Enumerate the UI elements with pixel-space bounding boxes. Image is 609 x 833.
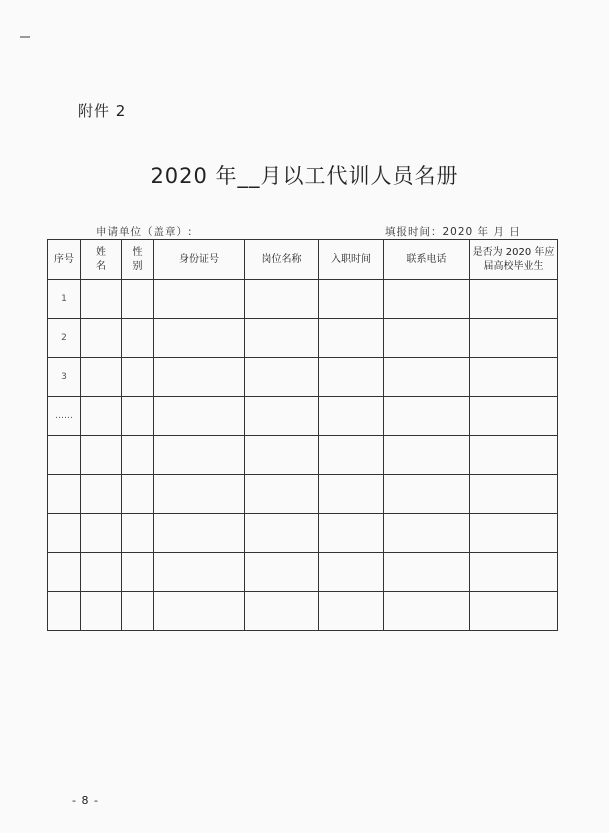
row-number-cell	[48, 475, 81, 514]
applicant-unit-label: 申请单位（盖章）:	[96, 226, 193, 238]
column-header-text: 是否为 2020 年应	[472, 246, 555, 258]
table-cell	[122, 319, 154, 358]
table-cell	[122, 514, 154, 553]
table-cell	[81, 319, 122, 358]
table-row	[48, 358, 558, 397]
table-body	[48, 280, 558, 631]
scan-mark	[20, 36, 30, 38]
row-number-cell: 1	[48, 280, 81, 319]
table-cell	[470, 280, 558, 319]
table-cell	[154, 280, 245, 319]
column-header-text: 身份证号	[179, 253, 219, 265]
row-number-cell	[48, 514, 81, 553]
fill-date-label: 填报时间：2020 年 月 日	[385, 226, 521, 238]
table-cell	[81, 592, 122, 631]
table-cell	[154, 358, 245, 397]
table-cell	[245, 280, 319, 319]
column-header	[384, 240, 470, 280]
table-cell	[245, 436, 319, 475]
table-row	[48, 436, 558, 475]
table-cell	[245, 358, 319, 397]
table-cell	[81, 280, 122, 319]
table-cell	[319, 319, 384, 358]
table-cell	[470, 553, 558, 592]
table-cell	[81, 397, 122, 436]
column-header	[48, 240, 81, 280]
row-number-cell: 3	[48, 358, 81, 397]
table-cell	[470, 592, 558, 631]
column-header	[245, 240, 319, 280]
table-row	[48, 514, 558, 553]
table-cell	[319, 436, 384, 475]
row-number-cell	[48, 553, 81, 592]
row-number-cell: 2	[48, 319, 81, 358]
table-cell	[470, 358, 558, 397]
table-cell	[384, 475, 470, 514]
column-header-text: 入职时间	[331, 253, 371, 265]
table-cell	[384, 436, 470, 475]
column-header	[81, 240, 122, 280]
table-cell	[245, 514, 319, 553]
column-header-text: 联系电话	[406, 253, 447, 265]
table-cell	[384, 280, 470, 319]
table-cell	[384, 358, 470, 397]
column-header	[470, 240, 558, 280]
table-cell	[122, 475, 154, 514]
table-row	[48, 553, 558, 592]
table-cell	[122, 280, 154, 319]
table-cell	[384, 592, 470, 631]
table-row	[48, 280, 558, 319]
table-cell	[470, 514, 558, 553]
column-header-text: 岗位名称	[261, 253, 302, 265]
attachment-label: 附件 2	[78, 102, 127, 120]
table-cell	[154, 475, 245, 514]
table-cell	[470, 475, 558, 514]
table-cell	[319, 358, 384, 397]
table-cell	[154, 319, 245, 358]
table-cell	[384, 514, 470, 553]
table-header-row	[48, 240, 558, 280]
table-cell	[470, 436, 558, 475]
table-cell	[122, 592, 154, 631]
table-cell	[319, 475, 384, 514]
row-number-cell	[48, 592, 81, 631]
table-cell	[81, 436, 122, 475]
column-header-text: 姓	[96, 246, 106, 258]
table-cell	[384, 397, 470, 436]
table-row	[48, 592, 558, 631]
column-header	[122, 240, 154, 280]
table-cell	[245, 592, 319, 631]
table-cell	[245, 397, 319, 436]
table-cell	[81, 358, 122, 397]
table-cell	[245, 475, 319, 514]
table-cell	[245, 553, 319, 592]
table-cell	[154, 397, 245, 436]
table-row	[48, 475, 558, 514]
table-cell	[319, 553, 384, 592]
table-cell	[81, 475, 122, 514]
table-row	[48, 319, 558, 358]
table-cell	[319, 514, 384, 553]
table-cell	[384, 553, 470, 592]
row-number-cell	[48, 436, 81, 475]
document-title: 2020 年__月以工代训人员名册	[150, 164, 459, 188]
table-cell	[319, 397, 384, 436]
column-header	[319, 240, 384, 280]
table-row	[48, 397, 558, 436]
page-number: - 8 -	[72, 794, 99, 807]
roster-table	[47, 239, 558, 631]
table-cell	[319, 592, 384, 631]
column-header-text: 名	[96, 260, 106, 272]
table-cell	[470, 319, 558, 358]
table-cell	[319, 280, 384, 319]
table-cell	[384, 319, 470, 358]
table-cell	[122, 397, 154, 436]
table-cell	[81, 514, 122, 553]
table-cell	[154, 592, 245, 631]
table-cell	[81, 553, 122, 592]
table-cell	[154, 553, 245, 592]
table-cell	[470, 397, 558, 436]
column-header-text: 届高校毕业生	[483, 260, 544, 272]
table-cell	[154, 436, 245, 475]
table-cell	[154, 514, 245, 553]
column-header	[154, 240, 245, 280]
column-header-text: 序号	[54, 253, 74, 265]
column-header-text: 性	[132, 246, 143, 258]
column-header-text: 别	[132, 260, 143, 272]
table-cell	[122, 436, 154, 475]
row-number-cell: ……	[48, 397, 81, 436]
table-cell	[122, 553, 154, 592]
table-cell	[245, 319, 319, 358]
table-cell	[122, 358, 154, 397]
